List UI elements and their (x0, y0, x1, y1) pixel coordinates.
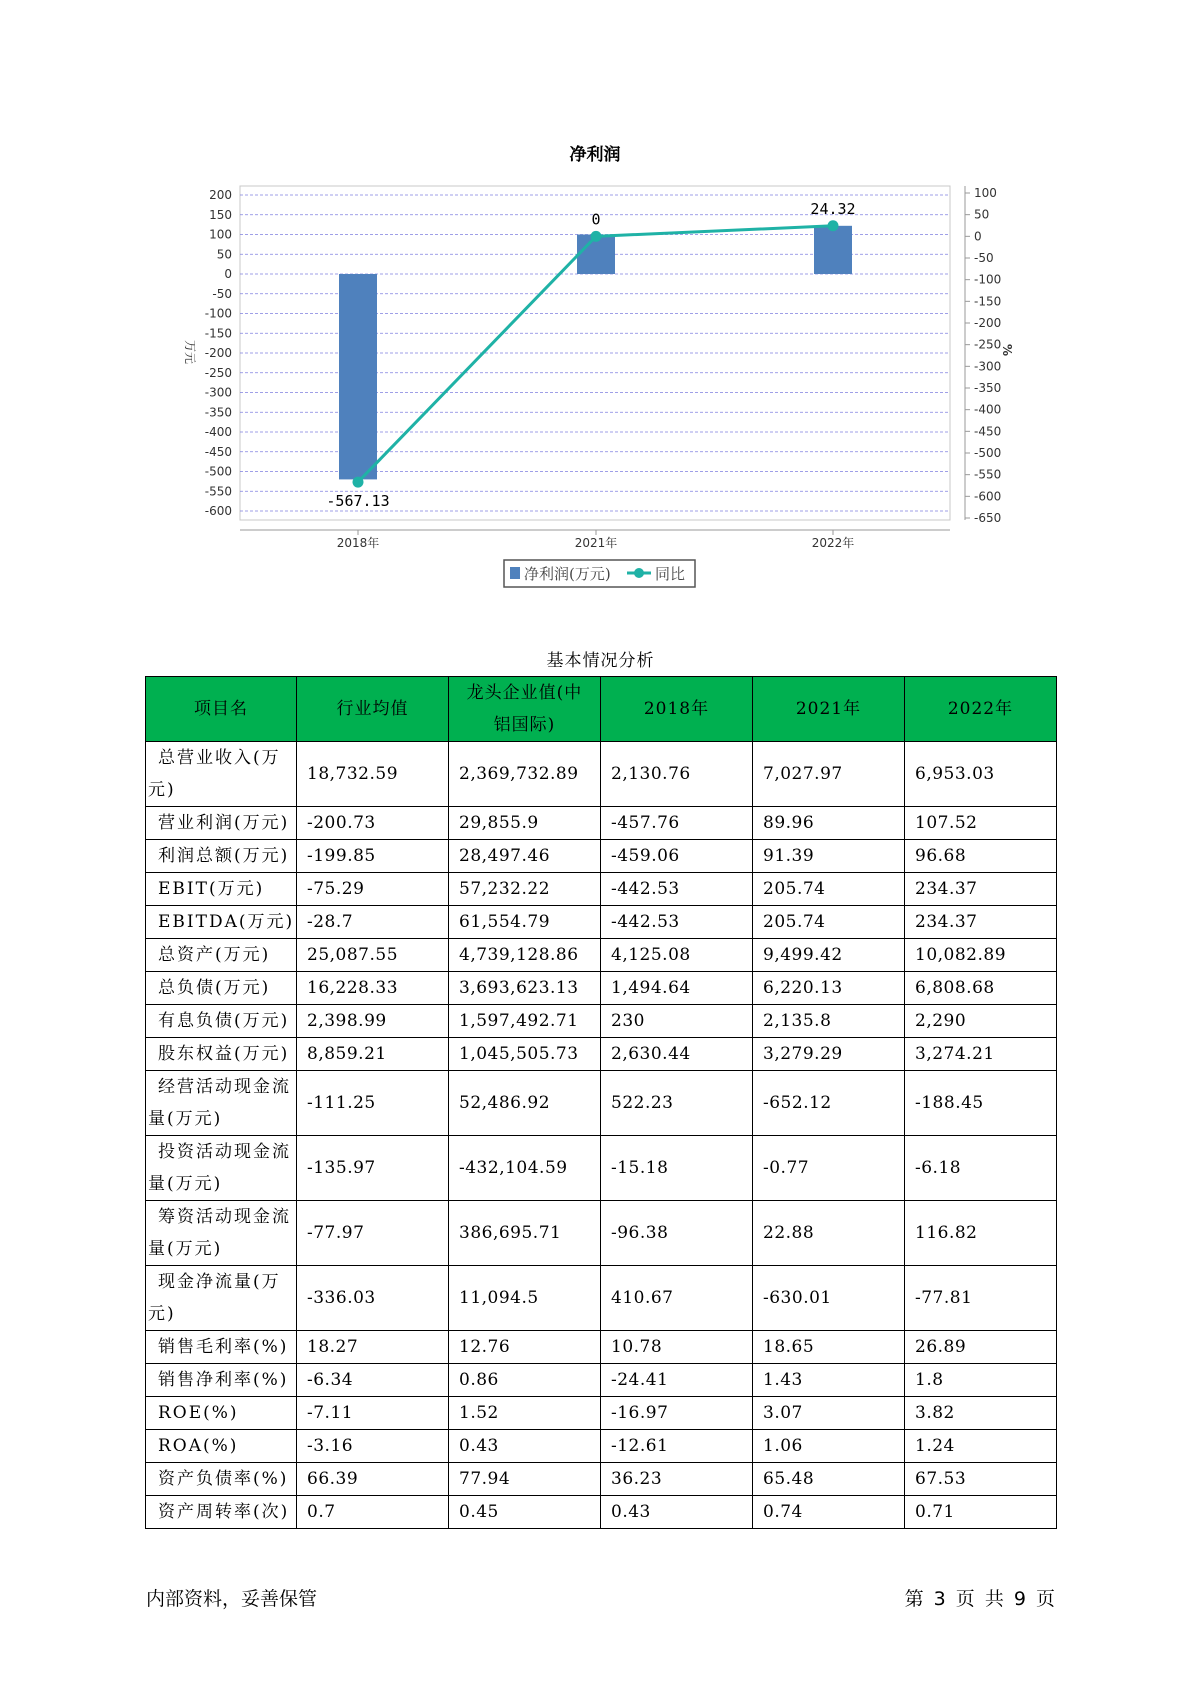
table-row (146, 1201, 1057, 1266)
y-axis-title: 万元 (183, 339, 197, 365)
value-cell: -77.81 (905, 1266, 1057, 1331)
value-cell: -111.25 (297, 1071, 449, 1136)
value-cell: -15.18 (601, 1136, 753, 1201)
row-label-cell: 股东权益(万元) (146, 1038, 297, 1071)
chart-legend (504, 560, 695, 587)
value-cell: 1.52 (449, 1397, 601, 1430)
value-cell: -199.85 (297, 840, 449, 873)
value-cell: -135.97 (297, 1136, 449, 1201)
y2-tick-label: -600 (974, 489, 1002, 504)
value-cell: -7.11 (297, 1397, 449, 1430)
row-label-cell: 资产周转率(次) (146, 1496, 297, 1529)
value-cell: 386,695.71 (449, 1201, 601, 1266)
y-tick-label: 150 (209, 207, 232, 222)
table-row (146, 939, 1057, 972)
table-body (146, 742, 1057, 1529)
x-tick-label: 2022年 (811, 536, 855, 550)
header-year-2018: 2018年 (601, 677, 753, 742)
value-cell: 77.94 (449, 1463, 601, 1496)
value-cell: 61,554.79 (449, 906, 601, 939)
value-cell: -16.97 (601, 1397, 753, 1430)
table-row (146, 1136, 1057, 1201)
y-tick-label: -500 (204, 464, 232, 479)
footer-confidential-note: 内部资料，妥善保管 (146, 1588, 318, 1610)
row-label-cell: EBITDA(万元) (146, 906, 297, 939)
value-cell: 2,130.76 (601, 742, 753, 807)
value-cell: 230 (601, 1005, 753, 1038)
y-tick-label: -100 (204, 306, 232, 321)
footer-page-number: 第 3 页 共 9 页 (904, 1588, 1055, 1610)
data-label: 0 (591, 210, 601, 229)
line-point (591, 231, 602, 242)
legend-swatch-bar (510, 567, 520, 579)
row-label-cell: ROA(%) (146, 1430, 297, 1463)
y-tick-label: -250 (204, 365, 232, 380)
value-cell: -28.7 (297, 906, 449, 939)
value-cell: 1.43 (753, 1364, 905, 1397)
y-tick-label: 100 (209, 227, 232, 242)
row-label-cell: 经营活动现金流量(万元) (146, 1071, 297, 1136)
value-cell: 22.88 (753, 1201, 905, 1266)
y-tick-label: -50 (212, 286, 232, 301)
row-label-cell: 资产负债率(%) (146, 1463, 297, 1496)
y-tick-label: -300 (204, 385, 232, 400)
value-cell: -3.16 (297, 1430, 449, 1463)
table-row (146, 873, 1057, 906)
value-cell: 3.07 (753, 1397, 905, 1430)
value-cell: 10,082.89 (905, 939, 1057, 972)
row-label-cell: 销售毛利率(%) (146, 1331, 297, 1364)
value-cell: -630.01 (753, 1266, 905, 1331)
row-label-cell: 投资活动现金流量(万元) (146, 1136, 297, 1201)
value-cell: 0.45 (449, 1496, 601, 1529)
y2-tick-label: -50 (974, 251, 994, 265)
value-cell: 91.39 (753, 840, 905, 873)
table-row (146, 807, 1057, 840)
value-cell: -200.73 (297, 807, 449, 840)
y-tick-label: -200 (204, 346, 232, 360)
value-cell: 18.65 (753, 1331, 905, 1364)
header-item-name: 项目名 (146, 677, 297, 742)
value-cell: 1,494.64 (601, 972, 753, 1005)
y2-tick-label: -500 (974, 446, 1002, 460)
value-cell: -75.29 (297, 873, 449, 906)
value-cell: 66.39 (297, 1463, 449, 1496)
y-tick-label: -350 (204, 405, 232, 420)
row-label-cell: 现金净流量(万元) (146, 1266, 297, 1331)
bar (814, 226, 852, 274)
value-cell: -457.76 (601, 807, 753, 840)
header-leader-value: 龙头企业值(中铝国际) (449, 677, 601, 742)
value-cell: -96.38 (601, 1201, 753, 1266)
value-cell: -6.18 (905, 1136, 1057, 1201)
value-cell: 522.23 (601, 1071, 753, 1136)
value-cell: -77.97 (297, 1201, 449, 1266)
y-tick-label: 50 (216, 247, 232, 262)
header-year-2021: 2021年 (753, 677, 905, 742)
value-cell: 1.8 (905, 1364, 1057, 1397)
value-cell: 2,398.99 (297, 1005, 449, 1038)
value-cell: -24.41 (601, 1364, 753, 1397)
value-cell: 2,290 (905, 1005, 1057, 1038)
table-caption: 基本情况分析 (546, 651, 655, 671)
header-industry-average: 行业均值 (297, 677, 449, 742)
value-cell: 3,693,623.13 (449, 972, 601, 1005)
x-axis-ticks (337, 530, 855, 550)
value-cell: 89.96 (753, 807, 905, 840)
value-cell: 116.82 (905, 1201, 1057, 1266)
y2-tick-label: -400 (974, 402, 1002, 417)
value-cell: 9,499.42 (753, 939, 905, 972)
line-point (353, 477, 364, 488)
value-cell: 16,228.33 (297, 972, 449, 1005)
net-profit-chart (0, 0, 1191, 600)
header-year-2022: 2022年 (905, 677, 1057, 742)
y2-tick-label: 50 (974, 207, 990, 222)
table-row (146, 1496, 1057, 1529)
value-cell: 6,808.68 (905, 972, 1057, 1005)
row-label-cell: 筹资活动现金流量(万元) (146, 1201, 297, 1266)
value-cell: 28,497.46 (449, 840, 601, 873)
y-tick-label: 200 (209, 188, 232, 202)
value-cell: 1.24 (905, 1430, 1057, 1463)
value-cell: 0.7 (297, 1496, 449, 1529)
value-cell: -6.34 (297, 1364, 449, 1397)
value-cell: 12.76 (449, 1331, 601, 1364)
data-label: 24.32 (810, 199, 856, 218)
y2-tick-label: -450 (974, 424, 1002, 439)
data-label: -567.13 (326, 492, 390, 511)
value-cell: 2,135.8 (753, 1005, 905, 1038)
value-cell: 0.43 (601, 1496, 753, 1529)
value-cell: 10.78 (601, 1331, 753, 1364)
row-label-cell: ROE(%) (146, 1397, 297, 1430)
value-cell: 3,274.21 (905, 1038, 1057, 1071)
value-cell: 107.52 (905, 807, 1057, 840)
row-label-cell: 销售净利率(%) (146, 1364, 297, 1397)
value-cell: -442.53 (601, 873, 753, 906)
value-cell: 57,232.22 (449, 873, 601, 906)
value-cell: -12.61 (601, 1430, 753, 1463)
table-row (146, 972, 1057, 1005)
y2-tick-label: -650 (974, 511, 1002, 525)
table-row (146, 1038, 1057, 1071)
value-cell: 234.37 (905, 873, 1057, 906)
line-point (828, 220, 839, 231)
table-row (146, 840, 1057, 873)
y-axis-ticks (205, 188, 232, 518)
row-label-cell: 总营业收入(万元) (146, 742, 297, 807)
value-cell: 7,027.97 (753, 742, 905, 807)
y2-tick-label: -250 (974, 337, 1002, 352)
value-cell: 205.74 (753, 873, 905, 906)
value-cell: 410.67 (601, 1266, 753, 1331)
value-cell: 4,739,128.86 (449, 939, 601, 972)
row-label-cell: 总资产(万元) (146, 939, 297, 972)
value-cell: -459.06 (601, 840, 753, 873)
value-cell: 67.53 (905, 1463, 1057, 1496)
y2-tick-label: -350 (974, 381, 1002, 395)
value-cell: 36.23 (601, 1463, 753, 1496)
value-cell: 65.48 (753, 1463, 905, 1496)
value-cell: 0.86 (449, 1364, 601, 1397)
value-cell: 2,369,732.89 (449, 742, 601, 807)
legend-swatch-point (634, 568, 644, 578)
value-cell: 8,859.21 (297, 1038, 449, 1071)
table-row (146, 1430, 1057, 1463)
table-row (146, 1463, 1057, 1496)
value-cell: 1,045,505.73 (449, 1038, 601, 1071)
x-tick-label: 2018年 (336, 536, 380, 550)
table-row (146, 1005, 1057, 1038)
y2-tick-label: -150 (974, 294, 1002, 309)
y2-tick-label: 100 (974, 186, 997, 200)
value-cell: -442.53 (601, 906, 753, 939)
y-tick-label: 0 (224, 267, 232, 281)
legend-label: 净利润(万元) (524, 565, 611, 583)
table-row (146, 1266, 1057, 1331)
value-cell: 18,732.59 (297, 742, 449, 807)
table-row (146, 1331, 1057, 1364)
value-cell: 3,279.29 (753, 1038, 905, 1071)
value-cell: 1.06 (753, 1430, 905, 1463)
value-cell: 18.27 (297, 1331, 449, 1364)
row-label-cell: 有息负债(万元) (146, 1005, 297, 1038)
value-cell: 25,087.55 (297, 939, 449, 972)
row-label-cell: EBIT(万元) (146, 873, 297, 906)
value-cell: 0.74 (753, 1496, 905, 1529)
value-cell: 1,597,492.71 (449, 1005, 601, 1038)
value-cell: 234.37 (905, 906, 1057, 939)
bar (339, 274, 377, 479)
value-cell: -188.45 (905, 1071, 1057, 1136)
y2-tick-label: -300 (974, 359, 1002, 374)
y2-axis-ticks (965, 186, 1001, 525)
table-row (146, 1364, 1057, 1397)
value-cell: -0.77 (753, 1136, 905, 1201)
y2-tick-label: -100 (974, 272, 1002, 287)
y-tick-label: -450 (204, 444, 232, 459)
y2-tick-label: -550 (974, 467, 1002, 482)
value-cell: 96.68 (905, 840, 1057, 873)
table-row (146, 742, 1057, 807)
table-row (146, 1071, 1057, 1136)
value-cell: -652.12 (753, 1071, 905, 1136)
y2-tick-label: 0 (974, 229, 982, 244)
chart-title: 净利润 (569, 145, 621, 165)
value-cell: 6,953.03 (905, 742, 1057, 807)
table-row (146, 906, 1057, 939)
y-tick-label: -150 (204, 326, 232, 341)
y-tick-label: -550 (204, 484, 232, 499)
y-tick-label: -600 (204, 504, 232, 518)
table-row (146, 1397, 1057, 1430)
value-cell: 6,220.13 (753, 972, 905, 1005)
y-tick-label: -400 (204, 425, 232, 439)
value-cell: 29,855.9 (449, 807, 601, 840)
value-cell: 26.89 (905, 1331, 1057, 1364)
value-cell: 11,094.5 (449, 1266, 601, 1331)
analysis-table (145, 676, 1057, 1529)
value-cell: 0.43 (449, 1430, 601, 1463)
y2-axis-title: % (1000, 343, 1014, 357)
value-cell: 0.71 (905, 1496, 1057, 1529)
value-cell: 4,125.08 (601, 939, 753, 972)
value-cell: -336.03 (297, 1266, 449, 1331)
value-cell: 52,486.92 (449, 1071, 601, 1136)
value-cell: -432,104.59 (449, 1136, 601, 1201)
value-cell: 205.74 (753, 906, 905, 939)
y2-tick-label: -200 (974, 316, 1002, 330)
value-cell: 2,630.44 (601, 1038, 753, 1071)
legend-label: 同比 (655, 565, 686, 583)
row-label-cell: 营业利润(万元) (146, 807, 297, 840)
value-cell: 3.82 (905, 1397, 1057, 1430)
x-tick-label: 2021年 (574, 536, 618, 550)
table-header-row (146, 677, 1057, 742)
row-label-cell: 利润总额(万元) (146, 840, 297, 873)
row-label-cell: 总负债(万元) (146, 972, 297, 1005)
